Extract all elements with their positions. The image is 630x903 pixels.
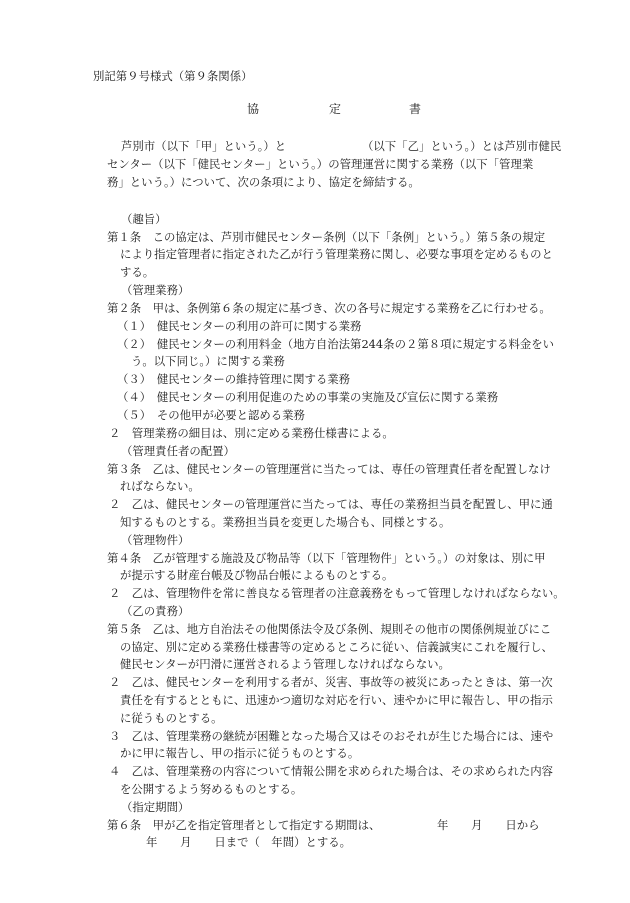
article-5-heading: （乙の責務） [121,604,190,618]
article-2-item-2a: （２） 健民センターの利用料金（地方自治法第244条の２第８項に規定する料金をい [117,337,555,351]
preamble-line-1a: 芦別市（以下「甲」という。）と [121,139,287,153]
title-char-3: 書 [409,102,422,116]
article-1-line-1: 第１条 この協定は、芦別市健民センター条例（以下「条例」という。）第５条の規定 [107,230,546,244]
article-2-item-4: （４） 健民センターの利用促進のための事業の実施及び宣伝に関する業務 [117,390,499,404]
preamble-line-1b: （以下「乙」という。）とは芦別市健民 [362,139,562,153]
article-2-paragraph-2: ２ 管理業務の細目は、別に定める業務仕様書による。 [109,426,394,440]
article-6-line-1a: 第６条 甲が乙を指定管理者として指定する期間は、 [107,818,381,832]
article-3-paragraph-2b: 知するものとする。業務担当員を変更した場合も、同様とする。 [120,515,451,529]
article-2-line-1: 第２条 甲は、条例第６条の規定に基づき、次の各号に規定する業務を乙に行わせる。 [107,301,551,315]
preamble-line-3: 務」という。）について、次の条項により、協定を締結する。 [107,175,420,189]
article-5-line-2: の協定、別に定める業務仕様書等の定めるところに従い、信義誠実にこれを履行し、 [120,640,553,654]
article-3-line-1: 第３条 乙は、健民センターの管理運営に当たっては、専任の管理責任者を配置しなけ [107,462,551,476]
article-2-item-1: （１） 健民センターの利用の許可に関する業務 [117,319,362,333]
title-char-2: 定 [329,102,342,116]
article-5-paragraph-2a: ２ 乙は、健民センターを利用する者が、災害、事故等の被災にあったときは、第一次 [109,675,553,689]
article-5-paragraph-4a: ４ 乙は、管理業務の内容について情報公開を求められた場合は、その求められた内容 [109,764,554,778]
article-4-paragraph-2: ２ 乙は、管理物件を常に善良なる管理者の注意義務をもって管理しなければならない。 [109,586,565,600]
article-2-item-2b: う。以下同じ。）に関する業務 [131,354,285,368]
article-5-line-1: 第５条 乙は、地方自治法その他関係法令及び条例、規則その他市の関係例規並びにこ [107,622,552,636]
article-1-line-3: する。 [120,265,155,279]
article-4-heading: （管理物件） [121,533,190,547]
article-3-heading: （管理責任者の配置） [121,444,235,458]
article-5-paragraph-3b: かに甲に報告し、甲の指示に従うものとする。 [120,746,360,760]
article-4-line-2: が提示する財産台帳及び物品台帳によるものとする。 [120,568,394,582]
article-5-paragraph-2b: 責任を有するとともに、迅速かつ適切な対応を行い、速やかに甲に報告し、甲の指示 [120,693,553,707]
article-5-paragraph-2c: に従うものとする。 [120,711,223,725]
article-5-line-3: 健民センターが円滑に運営されるよう管理しなければならない。 [120,657,450,671]
article-2-item-3: （３） 健民センターの維持管理に関する業務 [117,372,351,386]
article-3-line-2: ればならない。 [120,479,200,493]
article-4-line-1: 第４条 乙が管理する施設及び物品等（以下「管理物件」という。）の対象は、別に甲 [107,551,546,565]
article-6-line-1b: 年 月 日から [437,818,540,832]
article-2-item-5: （５） その他甲が必要と認める業務 [117,408,305,422]
article-1-heading: （趣旨） [121,212,167,226]
preamble-line-2: センター（以下「健民センター」という。）の管理運営に関する業務（以下「管理業 [107,157,534,171]
article-1-line-2: により指定管理者に指定された乙が行う管理業務に関し、必要な事項を定めるものと [120,247,553,261]
article-5-paragraph-3a: ３ 乙は、管理業務の継続が困難となった場合又はそのおそれが生じた場合には、速や [109,729,554,743]
article-2-heading: （管理業務） [121,283,190,297]
article-6-heading: （指定期間） [121,800,190,814]
form-label: 別記第９号様式（第９条関係） [93,69,253,83]
article-3-paragraph-2a: ２ 乙は、健民センターの管理運営に当たっては、専任の業務担当員を配置し、甲に通 [109,497,553,511]
title-char-1: 協 [247,102,260,116]
article-5-paragraph-4b: を公開するよう努めるものとする。 [120,782,303,796]
article-6-line-2: 年 月 日まで（ 年間）とする。 [146,835,352,849]
